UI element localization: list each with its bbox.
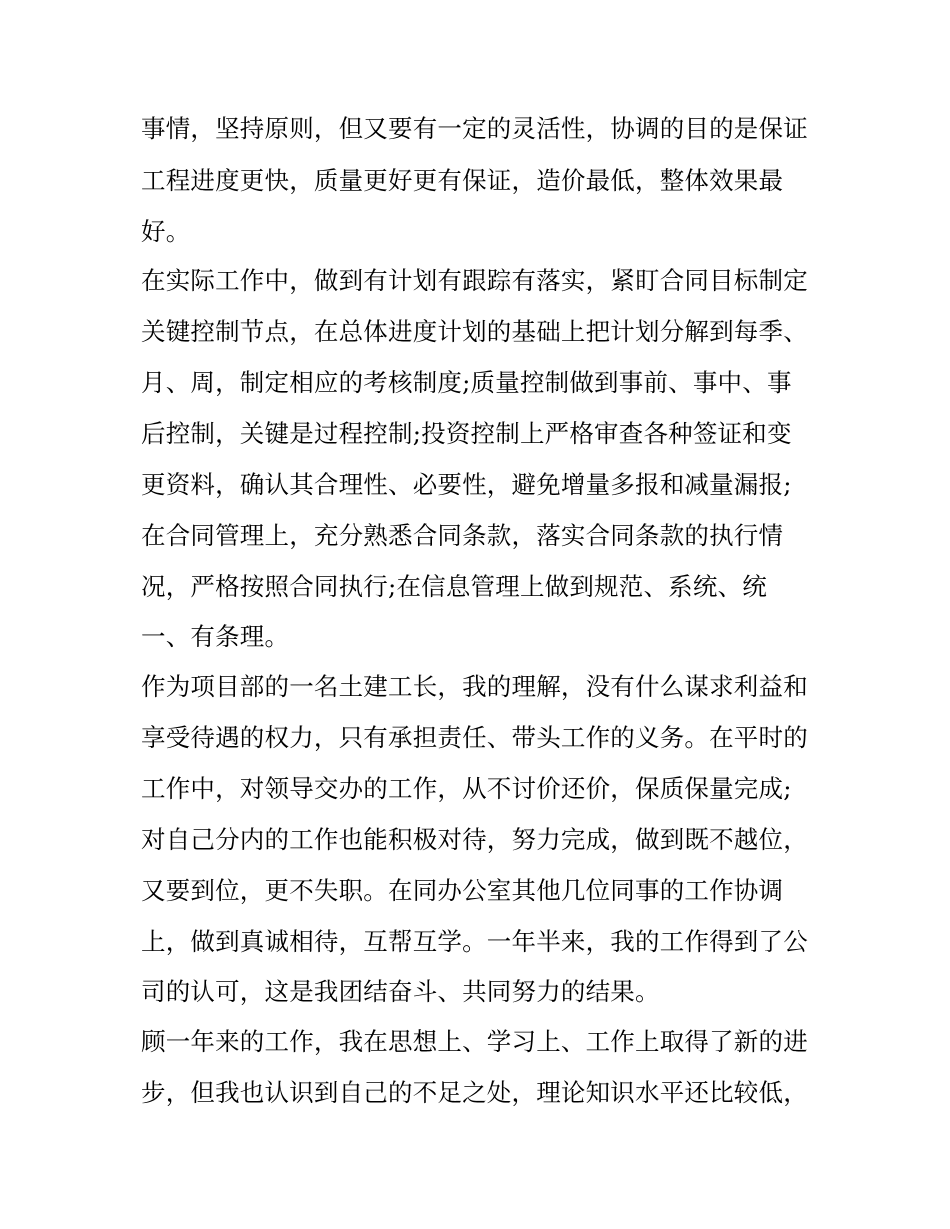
text-line: 好。 <box>141 217 191 246</box>
text-line: 工作中，对领导交办的工作，从不讨价还价，保质保量完成; <box>141 774 792 803</box>
text-line: 事情，坚持原则，但又要有一定的灵活性，协调的目的是保证 <box>141 114 808 143</box>
text-line: 步，但我也认识到自己的不足之处，理论知识水平还比较低， <box>141 1078 808 1107</box>
text-line: 在实际工作中，做到有计划有跟踪有落实，紧盯合同目标制定 <box>141 266 808 295</box>
text-line: 关键控制节点，在总体进度计划的基础上把计划分解到每季、 <box>141 317 808 346</box>
text-line: 作为项目部的一名土建工长，我的理解，没有什么谋求利益和 <box>141 672 808 701</box>
text-line: 工程进度更快，质量更好更有保证，造价最低，整体效果最 <box>141 166 784 195</box>
text-line: 更资料，确认其合理性、必要性，避免增量多报和减量漏报; <box>141 470 792 499</box>
text-line: 对自己分内的工作也能积极对待，努力完成，做到既不越位， <box>141 825 808 854</box>
text-line: 顾一年来的工作，我在思想上、学习上、工作上取得了新的进 <box>141 1027 808 1056</box>
text-line: 在合同管理上，充分熟悉合同条款，落实合同条款的执行情 <box>141 521 784 550</box>
text-line: 又要到位，更不失职。在同办公室其他几位同事的工作协调 <box>141 876 784 905</box>
text-line: 后控制，关键是过程控制;投资控制上严格审查各种签证和变 <box>141 419 792 448</box>
text-line: 一、有条理。 <box>141 622 290 651</box>
text-line: 享受待遇的权力，只有承担责任、带头工作的义务。在平时的 <box>141 723 808 752</box>
text-line: 月、周，制定相应的考核制度;质量控制做到事前、事中、事 <box>141 368 792 397</box>
text-line: 况，严格按照合同执行;在信息管理上做到规范、系统、统 <box>141 572 767 601</box>
text-line: 司的认可，这是我团结奋斗、共同努力的结果。 <box>141 977 660 1006</box>
text-line: 上，做到真诚相待，互帮互学。一年半来，我的工作得到了公 <box>141 927 808 956</box>
